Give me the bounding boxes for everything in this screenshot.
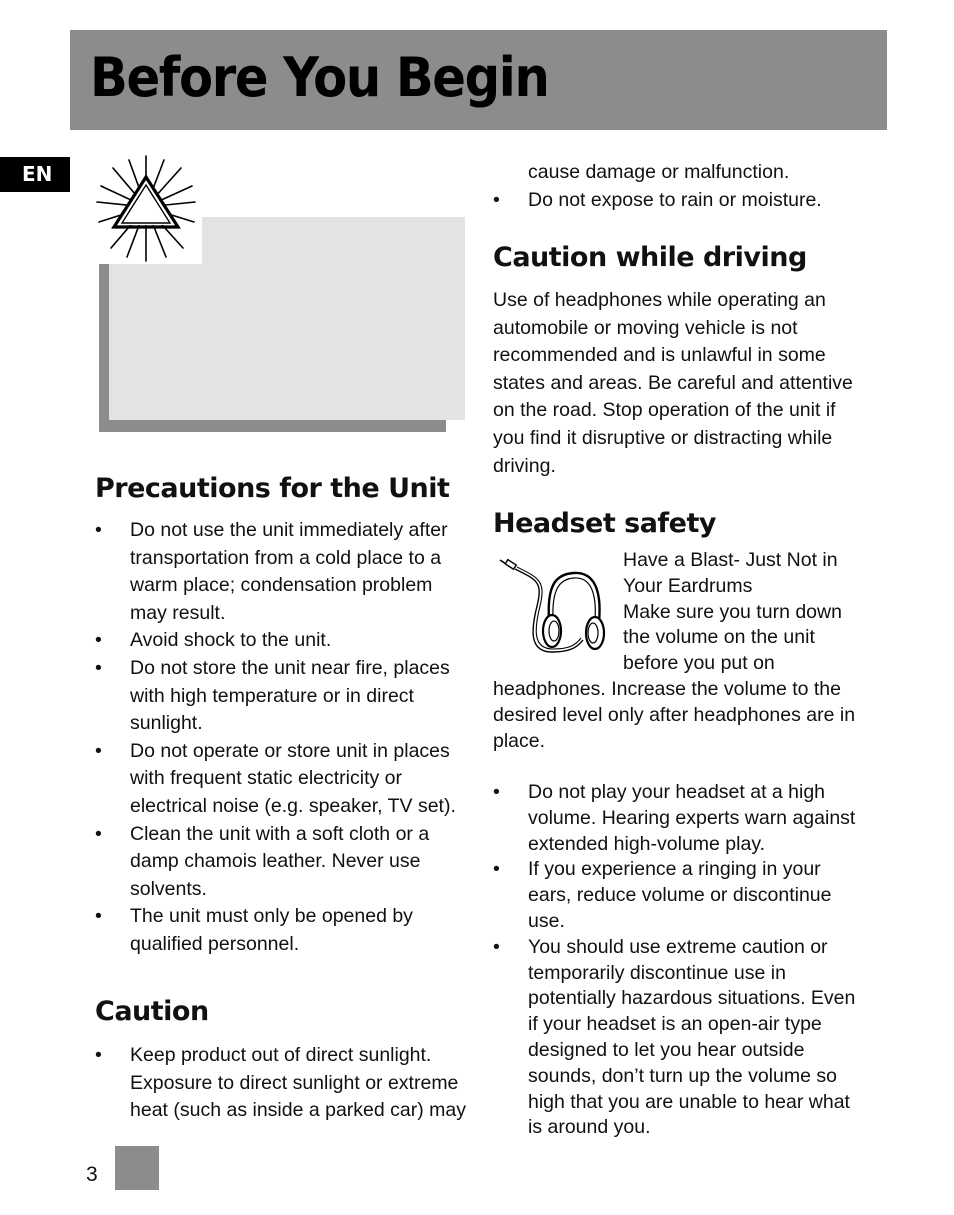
list-item: • Do not expose to rain or moisture. — [493, 187, 865, 215]
caution-list — [95, 1042, 467, 1125]
headset-intro-text: headphones. Increase the volume to the desired level only after headphones are in place. — [493, 678, 856, 752]
headset-intro-line: Make sure you turn down — [623, 600, 842, 623]
headset-list — [493, 780, 865, 1141]
bullet: • — [95, 905, 102, 928]
list-item: • Keep product out of direct sunlight. Exposure to direct sunlight or extreme heat (such as inside a parked car) may — [95, 1044, 466, 1122]
list-item-continued: cause damage or malfunction. — [528, 161, 790, 183]
headset-section — [493, 508, 865, 540]
language-tab: EN — [0, 157, 70, 192]
precautions-heading: Precautions for the Unit — [95, 473, 450, 504]
page-title: Before You Begin — [90, 46, 549, 109]
headset-intro-line: the volume on the unit — [623, 626, 815, 649]
list-item: • Do not store the unit near fire, places with high temperature or in direct sunlight. — [95, 656, 450, 735]
bullet: • — [493, 935, 500, 958]
precautions-list — [95, 517, 467, 959]
headset-tagline: Have a Blast- Just Not in — [623, 549, 838, 571]
headset-tagline-line2: Your Eardrums — [623, 574, 753, 597]
list-item: • Do not use the unit immediately after transportation from a cold place to a warm place; condensation problem may result. — [95, 519, 448, 624]
warning-triangle-icon — [91, 150, 202, 264]
headset-intro-block — [623, 548, 873, 677]
bullet: • — [493, 858, 500, 881]
page-tab-marker — [115, 1146, 159, 1190]
driving-text: Use of headphones while operating an automobile or moving vehicle is not recommended and is unlawful in some states and areas. Be careful and attentive on the road. Stop operation of the unit if you find it disruptive or distracting while driving. — [493, 289, 853, 477]
page-number: 3 — [86, 1163, 98, 1186]
bullet: • — [493, 781, 500, 803]
header-bar — [70, 30, 887, 130]
list-item: • Clean the unit with a soft cloth or a damp chamois leather. Never use solvents. — [95, 822, 430, 900]
bullet: • — [95, 739, 102, 762]
list-item: • Do not play your headset at a high volume. Hearing experts warn against extended high-volume play. — [493, 781, 856, 855]
list-item: • You should use extreme caution or temporarily discontinue use in potentially hazardous situations. Even if your headset is an open-air type designed to let you hear outside sounds, don’t turn up the volume so high that you are unable to hear what is around you. — [493, 935, 856, 1139]
driving-heading: Caution while driving — [493, 242, 807, 273]
bullet: • — [95, 822, 102, 845]
headset-heading: Headset safety — [493, 508, 717, 539]
headset-intro-line: before you put on — [623, 652, 775, 675]
precautions-section — [95, 473, 467, 505]
caution-section — [95, 996, 467, 1028]
caution-heading: Caution — [95, 996, 209, 1027]
list-item: • The unit must only be opened by qualified personnel. — [95, 905, 413, 955]
bullet: • — [95, 629, 102, 652]
list-item: • Do not operate or store unit in places with frequent static electricity or electrical noise (e.g. speaker, TV set). — [95, 739, 456, 817]
bullet: • — [493, 188, 500, 211]
bullet: • — [95, 519, 102, 541]
headphones-icon — [497, 556, 607, 660]
caution-list-continued — [493, 159, 865, 214]
list-item: • Avoid shock to the unit. — [95, 627, 467, 655]
bullet: • — [95, 656, 102, 679]
driving-section — [493, 242, 865, 274]
list-item: • If you experience a ringing in your ears, reduce volume or discontinue use. — [493, 858, 832, 932]
bullet: • — [95, 1044, 102, 1066]
